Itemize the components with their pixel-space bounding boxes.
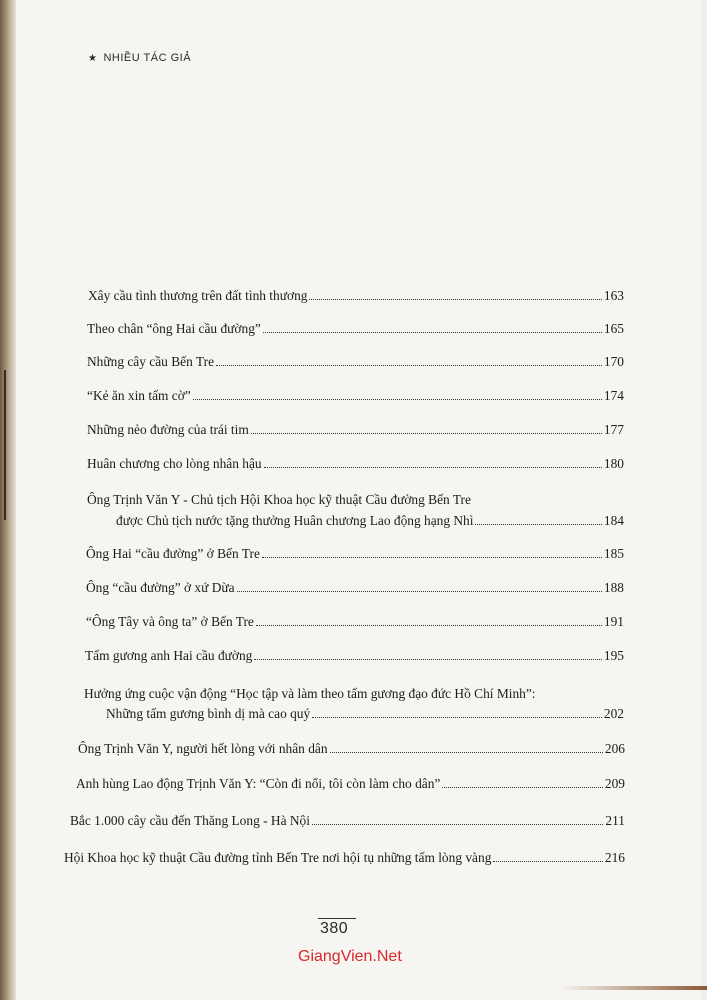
toc-leader-dots [309,299,601,300]
toc-entry-title: Ông “cầu đường” ở xứ Dừa [86,580,235,595]
toc-entry [86,546,624,562]
toc-entry [70,813,625,829]
toc-entry-page: 180 [603,456,624,471]
toc-entry-title: “Ông Tây và ông ta” ở Bến Tre [86,614,254,629]
toc-entry-page: 211 [605,813,625,828]
toc-entry-title: Xây cầu tình thương trên đất tình thương [88,288,308,303]
toc-entry-page: 165 [603,321,624,336]
toc-leader-dots [256,625,602,626]
toc-entry [64,850,625,866]
toc-entry [88,288,624,304]
watermark: GiangVien.Net [298,948,402,965]
toc-entry-title-line1: Hưởng ứng cuộc vận động “Học tập và làm theo tấm gương đạo đức Hồ Chí Minh”: [84,686,536,701]
toc-entry-title: Ông Hai “cầu đường” ở Bến Tre [86,546,260,561]
toc-entry-page: 177 [603,422,624,437]
toc-leader-dots [263,332,602,333]
toc-entry-page: 191 [603,614,624,629]
toc-entry-title-line1: Ông Trịnh Văn Y - Chủ tịch Hội Khoa học kỹ thuật Cầu đường Bến Tre [87,492,471,507]
toc-entry-title: được Chủ tịch nước tặng thưởng Huân chương Lao động hạng Nhì [116,513,474,528]
toc-entry-page: 163 [603,288,624,303]
page-bottom-edge [560,986,707,990]
toc-leader-dots [264,467,602,468]
toc-entry-title: Những nẻo đường của trái tim [87,422,249,437]
toc-leader-dots [262,557,602,558]
toc-entry [87,321,624,337]
toc-leader-dots [475,524,601,525]
toc-entry-page: 188 [603,580,624,595]
toc-entry [116,513,624,529]
toc-entry-page: 174 [603,388,624,403]
toc-entry-page: 206 [604,741,625,756]
toc-entry-title: Ông Trịnh Văn Y, người hết lòng với nhân dân [78,741,328,756]
toc-leader-dots [237,591,602,592]
toc-leader-dots [493,861,603,862]
toc-entry-title: Tấm gương anh Hai cầu đường [85,648,253,663]
toc-leader-dots [216,365,602,366]
toc-leader-dots [193,399,602,400]
toc-leader-dots [312,717,602,718]
toc-entry [85,648,624,664]
toc-entry [87,388,624,404]
toc-entry-title: Huân chương cho lòng nhân hậu [87,456,262,471]
toc-entry-title: Những cây cầu Bến Tre [87,354,215,369]
toc-entry-page: 216 [604,850,625,865]
toc-entry-title: Hội Khoa học kỹ thuật Cầu đường tỉnh Bến Tre nơi hội tụ những tấm lòng vàng [64,850,492,865]
toc-entry-title: Anh hùng Lao động Trịnh Văn Y: “Còn đi nổi, tôi còn làm cho dân” [76,776,441,791]
toc-entry-page: 195 [603,648,624,663]
toc-entry-page: 184 [603,513,624,528]
toc-entry [86,580,624,596]
toc-leader-dots [330,752,603,753]
toc-entry-page: 209 [604,776,625,791]
header-author: NHIỀU TÁC GIẢ [103,52,192,64]
toc-entry [87,456,624,472]
toc-entry [76,776,625,792]
toc-entry-title: Bắc 1.000 cây cầu đến Thăng Long - Hà Nội [70,813,310,828]
toc-leader-dots [312,824,603,825]
page-number-rule [318,918,356,919]
star-icon: ★ [88,53,98,64]
toc-leader-dots [251,433,602,434]
toc-entry [87,354,624,370]
toc-entry [87,422,624,438]
toc-leader-dots [442,787,603,788]
toc-entry [78,741,625,757]
toc-entry [86,614,624,630]
toc-entry-title: Những tấm gương bình dị mà cao quý [106,706,311,721]
page-number: 380 [320,920,349,937]
toc-leader-dots [254,659,602,660]
toc-entry [106,706,624,722]
toc-entry-page: 170 [603,354,624,369]
toc-entry-page: 202 [603,706,624,721]
toc-entry-title: Theo chân “ông Hai cầu đường” [87,321,261,336]
toc-entry-page: 185 [603,546,624,561]
toc-entry-title: “Kẻ ăn xin tấm cờ” [87,388,191,403]
